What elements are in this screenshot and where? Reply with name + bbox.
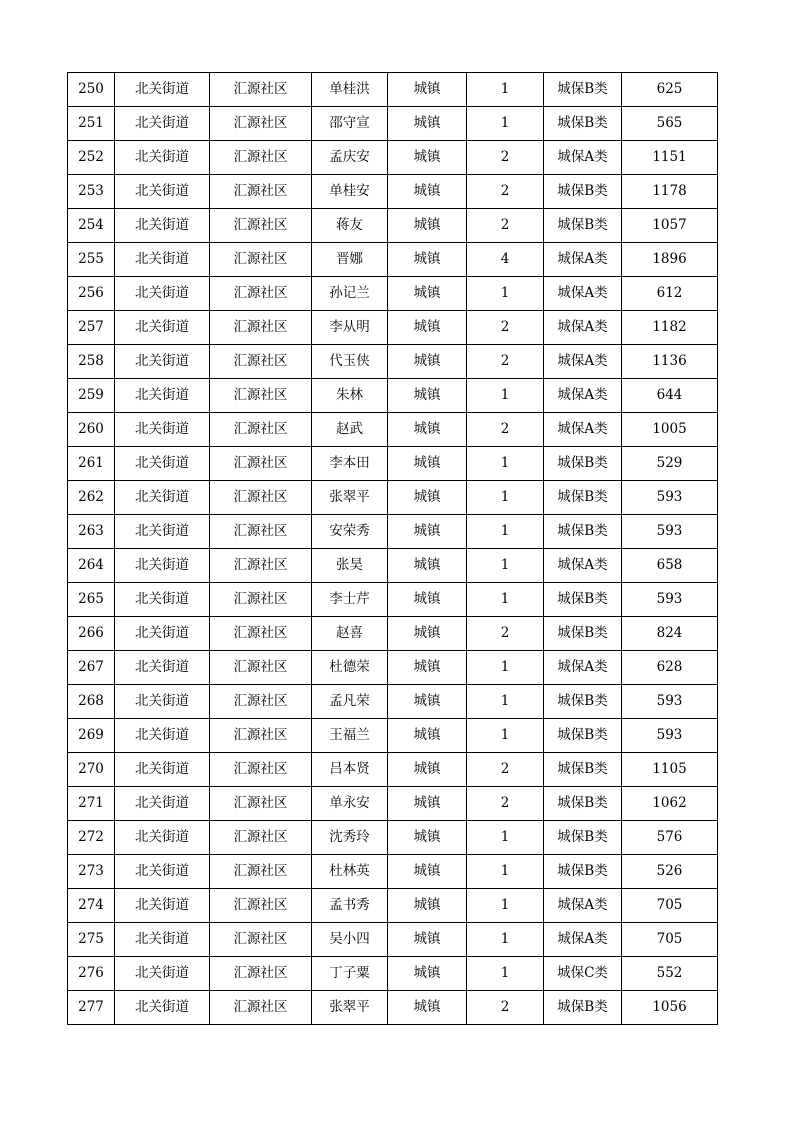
community-cell: 汇源社区 [210, 549, 312, 583]
community-cell: 汇源社区 [210, 379, 312, 413]
household-type-cell: 城镇 [388, 515, 467, 549]
household-type-cell: 城镇 [388, 481, 467, 515]
street-cell: 北关街道 [115, 855, 210, 889]
street-cell: 北关街道 [115, 515, 210, 549]
category-cell: 城保B类 [544, 855, 622, 889]
community-cell: 汇源社区 [210, 243, 312, 277]
row-number-cell: 264 [68, 549, 115, 583]
household-type-cell: 城镇 [388, 651, 467, 685]
community-cell: 汇源社区 [210, 311, 312, 345]
row-number-cell: 250 [68, 73, 115, 107]
table-row [68, 685, 718, 719]
street-cell: 北关街道 [115, 651, 210, 685]
category-cell: 城保A类 [544, 243, 622, 277]
street-cell: 北关街道 [115, 311, 210, 345]
community-cell: 汇源社区 [210, 923, 312, 957]
name-cell: 张昊 [312, 549, 388, 583]
row-number-cell: 274 [68, 889, 115, 923]
amount-cell: 1182 [622, 311, 718, 345]
street-cell: 北关街道 [115, 583, 210, 617]
row-number-cell: 253 [68, 175, 115, 209]
roster-table [67, 72, 718, 1025]
row-number-cell: 273 [68, 855, 115, 889]
amount-cell: 593 [622, 583, 718, 617]
table-row [68, 957, 718, 991]
member-count-cell: 4 [467, 243, 544, 277]
amount-cell: 628 [622, 651, 718, 685]
member-count-cell: 1 [467, 855, 544, 889]
street-cell: 北关街道 [115, 345, 210, 379]
community-cell: 汇源社区 [210, 855, 312, 889]
street-cell: 北关街道 [115, 617, 210, 651]
community-cell: 汇源社区 [210, 787, 312, 821]
street-cell: 北关街道 [115, 141, 210, 175]
category-cell: 城保C类 [544, 957, 622, 991]
household-type-cell: 城镇 [388, 957, 467, 991]
member-count-cell: 1 [467, 515, 544, 549]
community-cell: 汇源社区 [210, 719, 312, 753]
name-cell: 单永安 [312, 787, 388, 821]
community-cell: 汇源社区 [210, 651, 312, 685]
row-number-cell: 262 [68, 481, 115, 515]
category-cell: 城保A类 [544, 549, 622, 583]
table-row [68, 583, 718, 617]
street-cell: 北关街道 [115, 379, 210, 413]
street-cell: 北关街道 [115, 787, 210, 821]
community-cell: 汇源社区 [210, 481, 312, 515]
row-number-cell: 271 [68, 787, 115, 821]
street-cell: 北关街道 [115, 889, 210, 923]
street-cell: 北关街道 [115, 107, 210, 141]
member-count-cell: 2 [467, 345, 544, 379]
table-row [68, 855, 718, 889]
category-cell: 城保B类 [544, 685, 622, 719]
amount-cell: 612 [622, 277, 718, 311]
amount-cell: 1151 [622, 141, 718, 175]
category-cell: 城保B类 [544, 991, 622, 1025]
row-number-cell: 252 [68, 141, 115, 175]
table-row [68, 617, 718, 651]
amount-cell: 529 [622, 447, 718, 481]
category-cell: 城保A类 [544, 413, 622, 447]
table-row [68, 515, 718, 549]
category-cell: 城保A类 [544, 923, 622, 957]
name-cell: 张翠平 [312, 481, 388, 515]
street-cell: 北关街道 [115, 209, 210, 243]
household-type-cell: 城镇 [388, 107, 467, 141]
member-count-cell: 2 [467, 175, 544, 209]
household-type-cell: 城镇 [388, 787, 467, 821]
member-count-cell: 2 [467, 787, 544, 821]
name-cell: 代玉侠 [312, 345, 388, 379]
name-cell: 张翠平 [312, 991, 388, 1025]
street-cell: 北关街道 [115, 923, 210, 957]
amount-cell: 565 [622, 107, 718, 141]
community-cell: 汇源社区 [210, 345, 312, 379]
member-count-cell: 1 [467, 685, 544, 719]
name-cell: 丁子粟 [312, 957, 388, 991]
community-cell: 汇源社区 [210, 209, 312, 243]
member-count-cell: 2 [467, 991, 544, 1025]
street-cell: 北关街道 [115, 821, 210, 855]
member-count-cell: 1 [467, 821, 544, 855]
amount-cell: 1062 [622, 787, 718, 821]
street-cell: 北关街道 [115, 175, 210, 209]
member-count-cell: 1 [467, 583, 544, 617]
community-cell: 汇源社区 [210, 175, 312, 209]
name-cell: 李从明 [312, 311, 388, 345]
name-cell: 沈秀玲 [312, 821, 388, 855]
name-cell: 杜林英 [312, 855, 388, 889]
row-number-cell: 256 [68, 277, 115, 311]
household-type-cell: 城镇 [388, 889, 467, 923]
name-cell: 朱林 [312, 379, 388, 413]
amount-cell: 1105 [622, 753, 718, 787]
category-cell: 城保B类 [544, 719, 622, 753]
table-row [68, 73, 718, 107]
name-cell: 晋娜 [312, 243, 388, 277]
household-type-cell: 城镇 [388, 923, 467, 957]
community-cell: 汇源社区 [210, 583, 312, 617]
community-cell: 汇源社区 [210, 991, 312, 1025]
household-type-cell: 城镇 [388, 821, 467, 855]
household-type-cell: 城镇 [388, 209, 467, 243]
member-count-cell: 1 [467, 651, 544, 685]
table-row [68, 175, 718, 209]
category-cell: 城保A类 [544, 345, 622, 379]
amount-cell: 1056 [622, 991, 718, 1025]
member-count-cell: 2 [467, 753, 544, 787]
member-count-cell: 1 [467, 277, 544, 311]
table-row [68, 413, 718, 447]
household-type-cell: 城镇 [388, 549, 467, 583]
street-cell: 北关街道 [115, 277, 210, 311]
community-cell: 汇源社区 [210, 107, 312, 141]
category-cell: 城保A类 [544, 379, 622, 413]
table-row [68, 821, 718, 855]
table-row [68, 549, 718, 583]
household-type-cell: 城镇 [388, 719, 467, 753]
table-row [68, 889, 718, 923]
category-cell: 城保B类 [544, 821, 622, 855]
name-cell: 赵武 [312, 413, 388, 447]
amount-cell: 576 [622, 821, 718, 855]
table-row [68, 787, 718, 821]
household-type-cell: 城镇 [388, 243, 467, 277]
member-count-cell: 1 [467, 957, 544, 991]
community-cell: 汇源社区 [210, 413, 312, 447]
household-type-cell: 城镇 [388, 141, 467, 175]
community-cell: 汇源社区 [210, 515, 312, 549]
category-cell: 城保B类 [544, 481, 622, 515]
category-cell: 城保A类 [544, 311, 622, 345]
row-number-cell: 269 [68, 719, 115, 753]
table-row [68, 651, 718, 685]
community-cell: 汇源社区 [210, 889, 312, 923]
community-cell: 汇源社区 [210, 617, 312, 651]
amount-cell: 644 [622, 379, 718, 413]
household-type-cell: 城镇 [388, 991, 467, 1025]
category-cell: 城保B类 [544, 583, 622, 617]
row-number-cell: 275 [68, 923, 115, 957]
community-cell: 汇源社区 [210, 957, 312, 991]
category-cell: 城保A类 [544, 277, 622, 311]
name-cell: 孙记兰 [312, 277, 388, 311]
name-cell: 吕本贤 [312, 753, 388, 787]
member-count-cell: 1 [467, 719, 544, 753]
table-row [68, 243, 718, 277]
table-row [68, 209, 718, 243]
row-number-cell: 276 [68, 957, 115, 991]
row-number-cell: 259 [68, 379, 115, 413]
amount-cell: 593 [622, 481, 718, 515]
member-count-cell: 1 [467, 481, 544, 515]
name-cell: 孟书秀 [312, 889, 388, 923]
row-number-cell: 258 [68, 345, 115, 379]
table-row [68, 753, 718, 787]
row-number-cell: 265 [68, 583, 115, 617]
member-count-cell: 2 [467, 617, 544, 651]
category-cell: 城保A类 [544, 889, 622, 923]
name-cell: 孟凡荣 [312, 685, 388, 719]
household-type-cell: 城镇 [388, 175, 467, 209]
amount-cell: 705 [622, 889, 718, 923]
category-cell: 城保B类 [544, 515, 622, 549]
name-cell: 孟庆安 [312, 141, 388, 175]
household-type-cell: 城镇 [388, 277, 467, 311]
table-row [68, 107, 718, 141]
member-count-cell: 2 [467, 209, 544, 243]
amount-cell: 1057 [622, 209, 718, 243]
member-count-cell: 2 [467, 141, 544, 175]
amount-cell: 526 [622, 855, 718, 889]
roster-table-body [68, 73, 718, 1025]
street-cell: 北关街道 [115, 991, 210, 1025]
amount-cell: 552 [622, 957, 718, 991]
street-cell: 北关街道 [115, 447, 210, 481]
household-type-cell: 城镇 [388, 413, 467, 447]
row-number-cell: 260 [68, 413, 115, 447]
table-row [68, 719, 718, 753]
household-type-cell: 城镇 [388, 379, 467, 413]
amount-cell: 593 [622, 515, 718, 549]
table-row [68, 923, 718, 957]
row-number-cell: 255 [68, 243, 115, 277]
household-type-cell: 城镇 [388, 753, 467, 787]
member-count-cell: 1 [467, 73, 544, 107]
table-row [68, 277, 718, 311]
row-number-cell: 261 [68, 447, 115, 481]
table-row [68, 311, 718, 345]
community-cell: 汇源社区 [210, 277, 312, 311]
community-cell: 汇源社区 [210, 447, 312, 481]
row-number-cell: 266 [68, 617, 115, 651]
category-cell: 城保B类 [544, 175, 622, 209]
category-cell: 城保B类 [544, 107, 622, 141]
table-row [68, 141, 718, 175]
member-count-cell: 1 [467, 107, 544, 141]
household-type-cell: 城镇 [388, 73, 467, 107]
category-cell: 城保A类 [544, 651, 622, 685]
row-number-cell: 267 [68, 651, 115, 685]
amount-cell: 593 [622, 719, 718, 753]
household-type-cell: 城镇 [388, 855, 467, 889]
street-cell: 北关街道 [115, 243, 210, 277]
category-cell: 城保B类 [544, 753, 622, 787]
name-cell: 吴小四 [312, 923, 388, 957]
row-number-cell: 277 [68, 991, 115, 1025]
name-cell: 李士芹 [312, 583, 388, 617]
community-cell: 汇源社区 [210, 821, 312, 855]
name-cell: 蒋友 [312, 209, 388, 243]
street-cell: 北关街道 [115, 413, 210, 447]
household-type-cell: 城镇 [388, 617, 467, 651]
category-cell: 城保A类 [544, 141, 622, 175]
row-number-cell: 251 [68, 107, 115, 141]
category-cell: 城保B类 [544, 617, 622, 651]
name-cell: 单桂安 [312, 175, 388, 209]
name-cell: 安荣秀 [312, 515, 388, 549]
table-row [68, 447, 718, 481]
member-count-cell: 2 [467, 311, 544, 345]
member-count-cell: 2 [467, 413, 544, 447]
table-row [68, 345, 718, 379]
name-cell: 赵喜 [312, 617, 388, 651]
amount-cell: 1136 [622, 345, 718, 379]
name-cell: 李本田 [312, 447, 388, 481]
table-row [68, 991, 718, 1025]
street-cell: 北关街道 [115, 719, 210, 753]
street-cell: 北关街道 [115, 957, 210, 991]
row-number-cell: 254 [68, 209, 115, 243]
street-cell: 北关街道 [115, 73, 210, 107]
amount-cell: 1896 [622, 243, 718, 277]
name-cell: 王福兰 [312, 719, 388, 753]
street-cell: 北关街道 [115, 549, 210, 583]
row-number-cell: 268 [68, 685, 115, 719]
amount-cell: 625 [622, 73, 718, 107]
member-count-cell: 1 [467, 889, 544, 923]
street-cell: 北关街道 [115, 481, 210, 515]
category-cell: 城保B类 [544, 447, 622, 481]
member-count-cell: 1 [467, 379, 544, 413]
household-type-cell: 城镇 [388, 447, 467, 481]
row-number-cell: 270 [68, 753, 115, 787]
name-cell: 杜德荣 [312, 651, 388, 685]
member-count-cell: 1 [467, 447, 544, 481]
member-count-cell: 1 [467, 549, 544, 583]
community-cell: 汇源社区 [210, 141, 312, 175]
amount-cell: 1178 [622, 175, 718, 209]
community-cell: 汇源社区 [210, 73, 312, 107]
amount-cell: 705 [622, 923, 718, 957]
household-type-cell: 城镇 [388, 311, 467, 345]
amount-cell: 824 [622, 617, 718, 651]
street-cell: 北关街道 [115, 685, 210, 719]
table-row [68, 379, 718, 413]
category-cell: 城保B类 [544, 787, 622, 821]
name-cell: 邵守宣 [312, 107, 388, 141]
household-type-cell: 城镇 [388, 583, 467, 617]
amount-cell: 593 [622, 685, 718, 719]
amount-cell: 1005 [622, 413, 718, 447]
community-cell: 汇源社区 [210, 685, 312, 719]
category-cell: 城保B类 [544, 209, 622, 243]
street-cell: 北关街道 [115, 753, 210, 787]
table-row [68, 481, 718, 515]
row-number-cell: 257 [68, 311, 115, 345]
household-type-cell: 城镇 [388, 345, 467, 379]
row-number-cell: 272 [68, 821, 115, 855]
amount-cell: 658 [622, 549, 718, 583]
household-type-cell: 城镇 [388, 685, 467, 719]
row-number-cell: 263 [68, 515, 115, 549]
community-cell: 汇源社区 [210, 753, 312, 787]
name-cell: 单桂洪 [312, 73, 388, 107]
category-cell: 城保B类 [544, 73, 622, 107]
member-count-cell: 1 [467, 923, 544, 957]
